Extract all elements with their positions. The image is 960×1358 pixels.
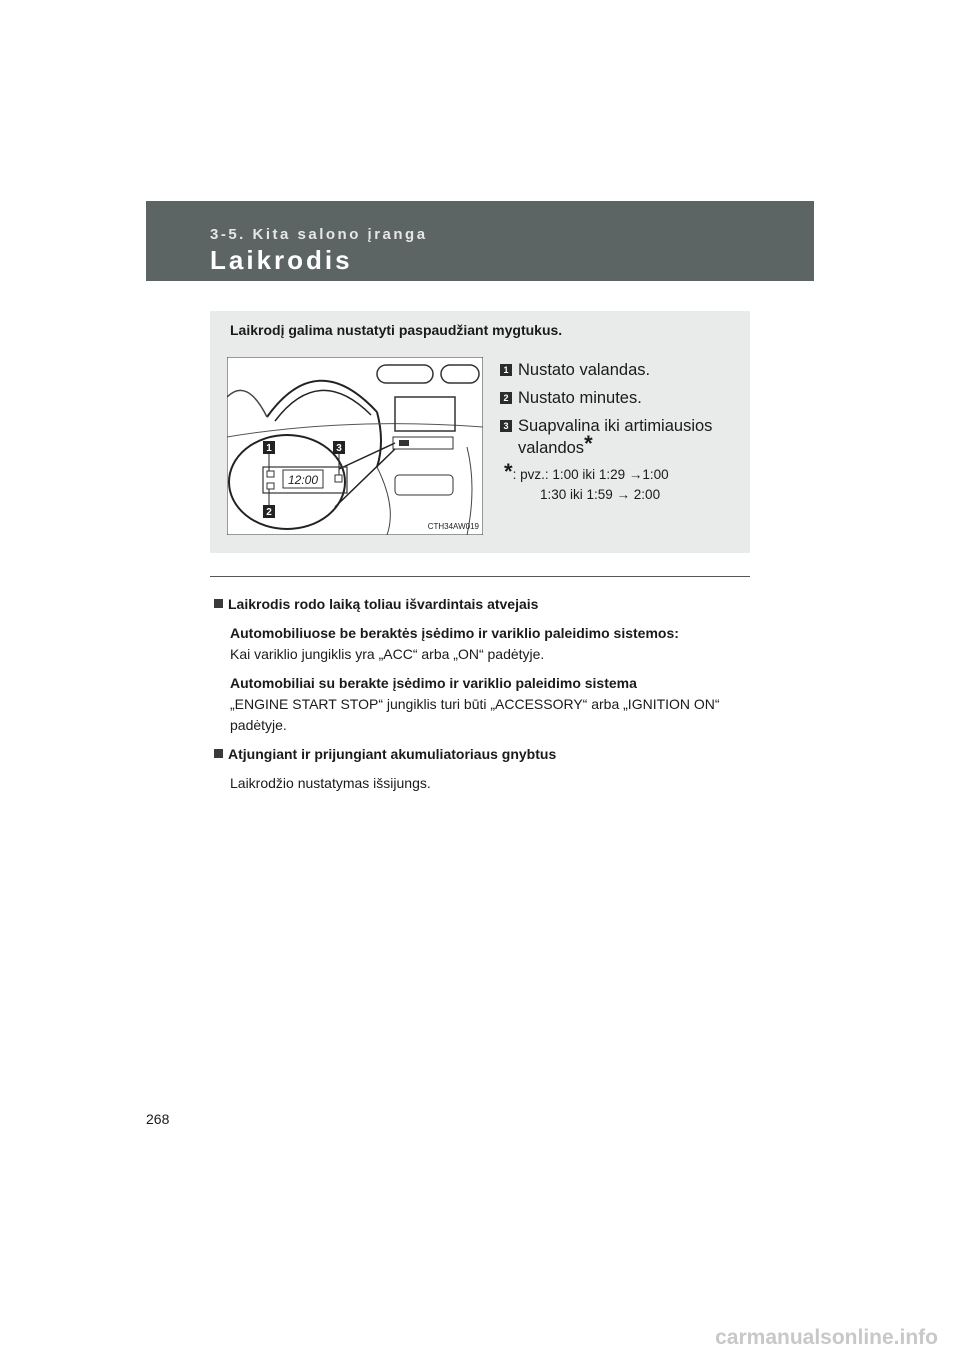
asterisk-mark: * (584, 431, 593, 456)
footnote (500, 459, 740, 505)
paragraph: „ENGINE START STOP“ jungiklis turi būti „ACCESSORY“ arba „IGNITION ON“ padėtyje. (230, 696, 720, 733)
svg-text:3: 3 (336, 443, 342, 454)
clock-display-text: 12:00 (287, 473, 319, 487)
legend-text: Nustato valandas. (518, 361, 651, 379)
legend-badge: 3 (500, 420, 512, 432)
legend-badge: 1 (500, 364, 512, 376)
chapter-header (146, 201, 814, 281)
legend-item (500, 359, 740, 381)
footnote-line-2: 1:30 iki 1:59 → 2:00 (540, 487, 661, 502)
legend-text: Suapvalina iki artimiausios valandos (518, 417, 713, 457)
legend (500, 359, 740, 505)
legend-badge: 2 (500, 392, 512, 404)
section-heading: Laikrodis rodo laiką toliau išvardintais atvejais (210, 594, 750, 615)
page-title: Laikrodis (210, 245, 353, 275)
subheading: Automobiliai su berakte įsėdimo ir variklio paleidimo sistema (230, 675, 637, 691)
section-label: 3-5. Kita salono įranga (210, 226, 428, 243)
paragraph: Laikrodžio nustatymas išsijungs. (230, 775, 431, 791)
svg-text:2: 2 (266, 507, 272, 518)
legend-item (500, 387, 740, 409)
figure-code: CTH34AW019 (427, 522, 479, 531)
dashboard-clock-illustration (227, 357, 483, 535)
divider (210, 576, 750, 577)
intro-text: Laikrodį galima nustatyti paspaudžiant mygtukus. (230, 322, 563, 338)
body-text (210, 594, 750, 794)
section-heading: Atjungiant ir prijungiant akumuliatoriaus gnybtus (210, 744, 750, 765)
page-number: 268 (146, 1111, 170, 1127)
bullet-square-icon (214, 749, 223, 758)
asterisk-mark: * (504, 459, 513, 484)
legend-item (500, 415, 740, 459)
info-box (210, 311, 750, 553)
legend-text: Nustato minutes. (518, 389, 642, 407)
footnote-line-1: : pvz.: 1:00 iki 1:29 →1:00 (512, 467, 669, 482)
watermark: carmanualsonline.info (715, 1326, 938, 1349)
paragraph: Kai variklio jungiklis yra „ACC“ arba „ON“ padėtyje. (230, 646, 545, 662)
bullet-square-icon (214, 599, 223, 608)
subheading: Automobiliuose be beraktės įsėdimo ir variklio paleidimo sistemos: (230, 625, 679, 641)
svg-text:1: 1 (266, 443, 272, 454)
